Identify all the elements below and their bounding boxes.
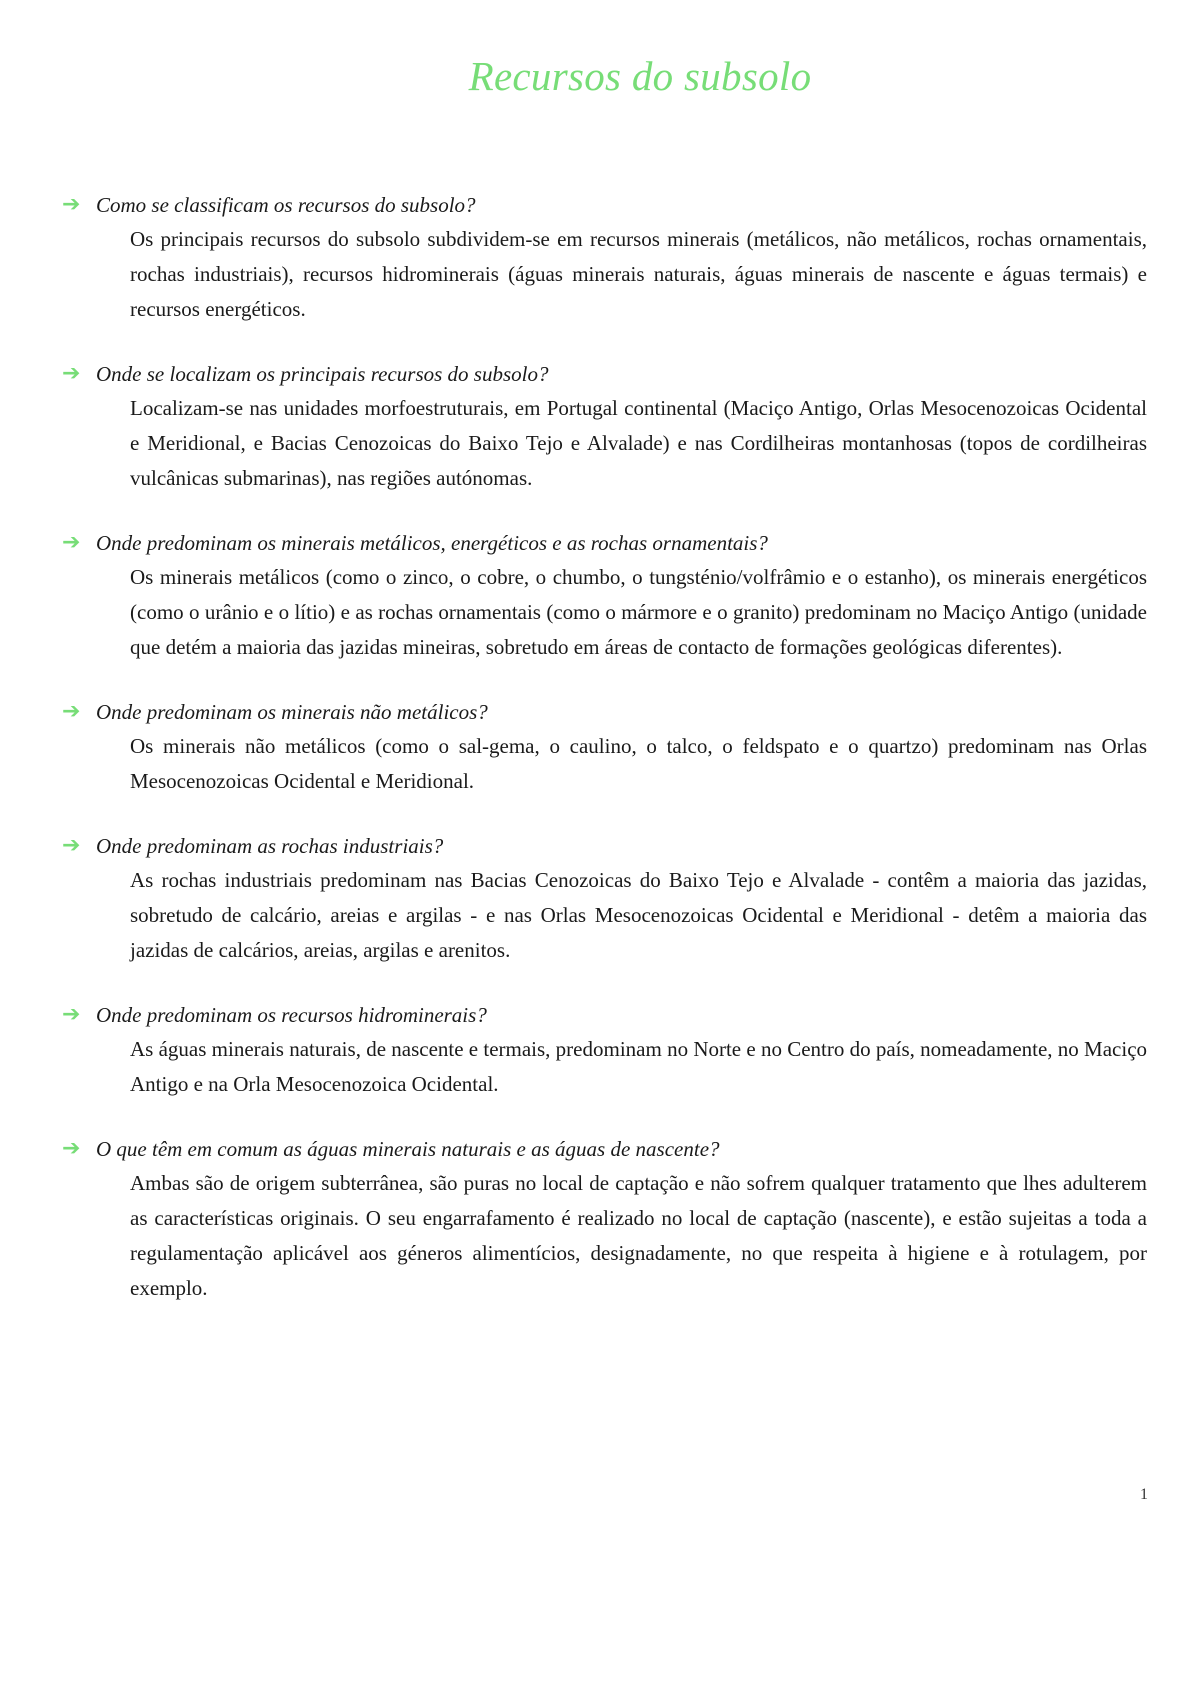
question bbox=[62, 528, 1147, 558]
answer-text: Ambas são de origem subterrânea, são puras no local de captação e não sofrem qualquer tratamento que lhes adulterem as características originais. O seu engarrafamento é realizado no local de captação (nascente), e estão sujeitas a toda a regulamentação aplicável aos géneros alimentícios, designadamente, no que respeita à higiene e à rotulagem, por exemplo. bbox=[130, 1171, 1147, 1300]
qa-item bbox=[62, 359, 1147, 496]
right-arrow-icon: ➔ bbox=[62, 1136, 81, 1161]
question bbox=[62, 359, 1147, 389]
qa-list bbox=[62, 190, 1147, 1338]
qa-item bbox=[62, 1000, 1147, 1102]
right-arrow-icon: ➔ bbox=[62, 833, 81, 858]
qa-item bbox=[62, 528, 1147, 665]
answer-text: Os minerais não metálicos (como o sal-gema, o caulino, o talco, o feldspato e o quartzo) predominam nas Orlas Mesocenozoicas Ocidental e Meridional. bbox=[130, 734, 1147, 793]
right-arrow-icon: ➔ bbox=[62, 1002, 81, 1027]
right-arrow-icon: ➔ bbox=[62, 361, 81, 386]
qa-item bbox=[62, 190, 1147, 327]
qa-item bbox=[62, 697, 1147, 799]
question-text: O que têm em comum as águas minerais naturais e as águas de nascente? bbox=[96, 1137, 720, 1161]
answer-text: Localizam-se nas unidades morfoestruturais, em Portugal continental (Maciço Antigo, Orlas Mesocenozoicas Ocidental e Meridional, e Bacias Cenozoicas do Baixo Tejo e Alvalade) e nas Cordilheiras montanhosas (topos de cordilheiras vulcânicas submarinas), nas regiões autónomas. bbox=[130, 396, 1147, 490]
answer-text: Os principais recursos do subsolo subdividem-se em recursos minerais (metálicos, não metálicos, rochas ornamentais, rochas industriais), recursos hidrominerais (águas minerais naturais, águas minerais de nascente e águas termais) e recursos energéticos. bbox=[130, 227, 1147, 321]
question bbox=[62, 697, 1147, 727]
question-text: Onde predominam os minerais não metálicos? bbox=[96, 700, 488, 724]
qa-item bbox=[62, 1134, 1147, 1306]
right-arrow-icon: ➔ bbox=[62, 530, 81, 555]
question bbox=[62, 190, 1147, 220]
page-number: 1 bbox=[1140, 1486, 1148, 1503]
question-text: Onde predominam as rochas industriais? bbox=[96, 834, 444, 858]
answer-text: As águas minerais naturais, de nascente e termais, predominam no Norte e no Centro do país, nomeadamente, no Maciço Antigo e na Orla Mesocenozoica Ocidental. bbox=[130, 1037, 1148, 1096]
question-text: Como se classificam os recursos do subsolo? bbox=[96, 193, 476, 217]
question-text: Onde predominam os minerais metálicos, energéticos e as rochas ornamentais? bbox=[96, 531, 768, 555]
question-text: Onde se localizam os principais recursos do subsolo? bbox=[96, 362, 549, 386]
qa-item bbox=[62, 831, 1147, 968]
question bbox=[62, 831, 1147, 861]
question bbox=[62, 1000, 1147, 1030]
right-arrow-icon: ➔ bbox=[62, 192, 81, 217]
answer-text: Os minerais metálicos (como o zinco, o cobre, o chumbo, o tungsténio/volfrâmio e o estanho), os minerais energéticos (como o urânio e o lítio) e as rochas ornamentais (como o mármore e o granito) predominam no Maciço Antigo (unidade que detém a maioria das jazidas mineiras, sobretudo em áreas de contacto de formações geológicas diferentes). bbox=[130, 565, 1147, 659]
question-text: Onde predominam os recursos hidrominerais? bbox=[96, 1003, 487, 1027]
right-arrow-icon: ➔ bbox=[62, 699, 81, 724]
answer-text: As rochas industriais predominam nas Bacias Cenozoicas do Baixo Tejo e Alvalade - contêm a maioria das jazidas, sobretudo de calcário, areias e argilas - e nas Orlas Mesocenozoicas Ocidental e Meridional - detêm a maioria das jazidas de calcários, areias, argilas e arenitos. bbox=[130, 868, 1147, 962]
page-title: Recursos do subsolo bbox=[468, 53, 812, 99]
question bbox=[62, 1134, 1147, 1164]
